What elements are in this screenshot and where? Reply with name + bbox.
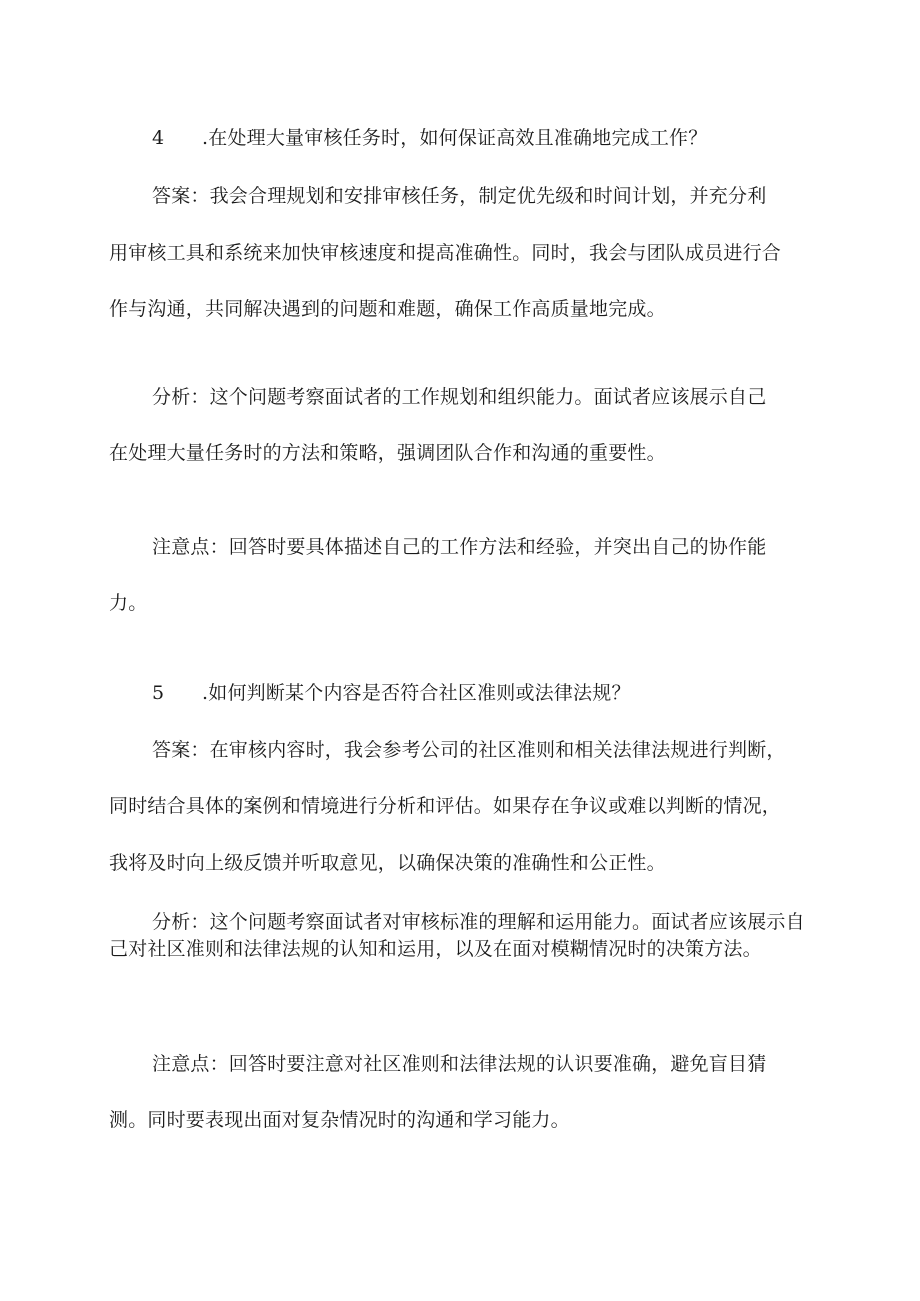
note-line: 注意点：回答时要具体描述自己的工作方法和经验，并突出自己的协作能 [152, 536, 767, 558]
analysis-paragraph: 分析：这个问题考察面试者对审核标准的理解和运用能力。面试者应该展示自己对社区准则和法律法规的认知和运用，以及在面对模糊情况时的决策方法。 [109, 911, 805, 960]
note-line: 注意点：回答时要注意对社区准则和法律法规的认识要准确，避免盲目猜 [152, 1053, 767, 1075]
answer-line: 同时结合具体的案例和情境进行分析和评估。如果存在争议或难以判断的情况， [109, 795, 782, 817]
question-number: 5 [152, 682, 165, 704]
question-text: .在处理大量审核任务时，如何保证高效且准确地完成工作？ [202, 127, 708, 149]
question-4-heading [152, 126, 707, 150]
answer-line: 我将及时向上级反馈并听取意见，以确保决策的准确性和公正性。 [109, 852, 666, 874]
question-number: 4 [152, 127, 165, 149]
analysis-line: 分析：这个问题考察面试者的工作规划和组织能力。面试者应该展示自己 [152, 386, 767, 408]
answer-line: 用审核工具和系统来加快审核速度和提高准确性。同时，我会与团队成员进行合 [109, 242, 782, 264]
answer-line: 答案：我会合理规划和安排审核任务，制定优先级和时间计划，并充分利 [152, 185, 767, 207]
answer-line: 答案：在审核内容时，我会参考公司的社区准则和相关法律法规进行判断， [152, 739, 786, 761]
note-line: 测。同时要表现出面对复杂情况时的沟通和学习能力。 [109, 1109, 570, 1131]
question-text: .如何判断某个内容是否符合社区准则或法律法规？ [202, 682, 631, 704]
question-5-heading [152, 681, 631, 705]
note-line: 力。 [109, 592, 148, 614]
analysis-line: 在处理大量任务时的方法和策略，强调团队合作和沟通的重要性。 [109, 442, 666, 464]
answer-line: 作与沟通，共同解决遇到的问题和难题，确保工作高质量地完成。 [109, 298, 666, 320]
